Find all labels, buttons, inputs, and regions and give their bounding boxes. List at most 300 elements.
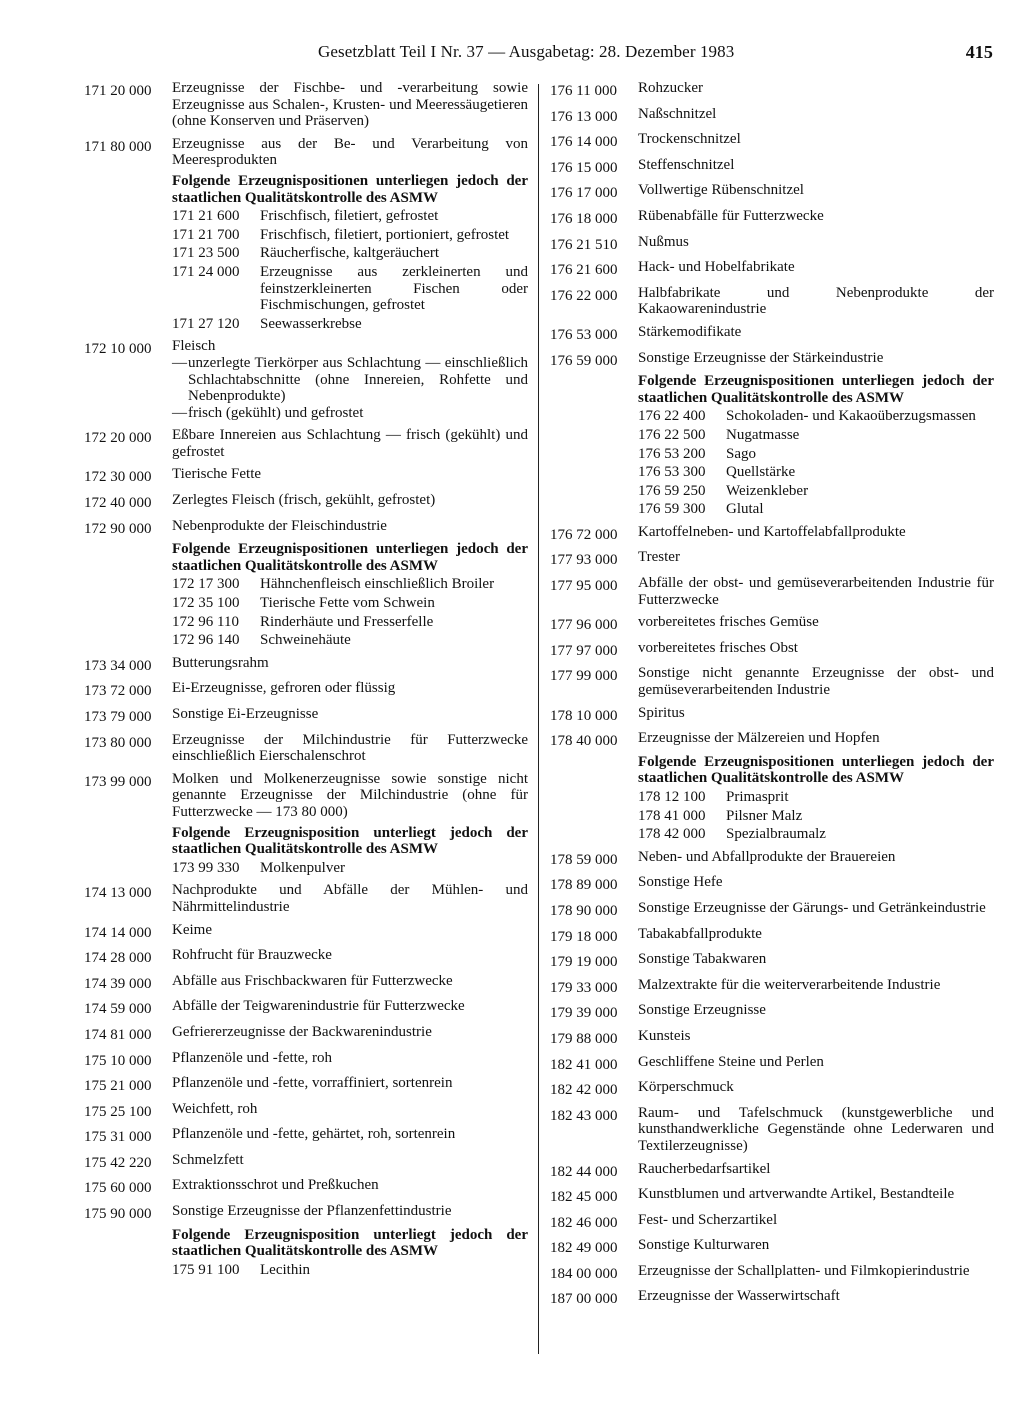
dash-mark: — [172,404,187,421]
list-item [84,947,528,967]
item-code: 174 39 000 [84,975,152,992]
item-description: Trester [638,549,680,566]
list-item [550,234,994,254]
item-code: 172 20 000 [84,430,152,447]
list-item [550,549,994,569]
item-description: Erzeugnisse der Mälzereien und Hopfen [638,730,880,747]
item-code: 176 22 000 [550,287,618,304]
item-text [172,947,528,967]
quality-control-block [638,754,994,843]
item-text [172,655,528,675]
item-code: 175 31 000 [84,1129,152,1146]
item-text [172,518,528,538]
item-description: Schmelzfett [172,1151,244,1168]
item-code: 182 45 000 [550,1189,618,1206]
item-text [638,575,994,608]
item-description: Trockenschnitzel [638,131,741,148]
item-description: Sonstige Erzeugnisse der Stärkeindustrie [638,349,884,366]
item-text [638,614,994,634]
item-description: Nachprodukte und Abfälle der Mühlen- und Nährmittelindustrie [172,882,528,915]
list-item [550,1079,994,1099]
list-item [84,492,528,512]
item-text [172,1203,528,1223]
list-item [550,324,994,344]
sub-item [638,826,994,843]
item-text [638,874,994,894]
item-text [638,524,994,544]
list-item [84,80,528,130]
dash-text: unzerlegte Tierkörper aus Schlachtung — einschließlich Schlachtabschnitte (ohne Innereien, Rohfette und Nebenprodukte) [188,354,528,405]
list-item [84,973,528,993]
block-title: Folgende Erzeugnispositionen unterliegen jedoch der staatlichen Qualitätskontrolle des ASMW [172,541,528,574]
dash-item [172,355,528,405]
list-item [84,882,528,915]
quality-control-block [172,173,528,332]
item-text [172,1101,528,1121]
item-description: Malzextrakte für die weiterverarbeitende Industrie [638,976,941,993]
item-description: Abfälle der Teigwarenindustrie für Futterzwecke [172,998,465,1015]
item-code: 179 33 000 [550,979,618,996]
item-text [638,285,994,318]
sub-item [638,501,994,518]
item-text [638,1212,994,1232]
item-text [638,259,994,279]
item-text [172,973,528,993]
item-code: 176 17 000 [550,185,618,202]
item-description: Naßschnitzel [638,105,717,122]
item-description: Fest- und Scherzartikel [638,1211,778,1228]
sub-item-code: 175 91 100 [172,1261,240,1278]
list-item [84,732,528,765]
item-code: 179 39 000 [550,1005,618,1022]
item-description: Pflanzenöle und -fette, vorraffiniert, sortenrein [172,1075,453,1092]
item-code: 172 90 000 [84,520,152,537]
item-description: Abfälle aus Frischbackwaren für Futterzwecke [172,972,453,989]
list-item [84,998,528,1018]
sub-item-text: Räucherfische, kaltgeräuchert [260,245,440,262]
item-text [172,771,528,821]
block-title: Folgende Erzeugnispositionen unterliegen jedoch der staatlichen Qualitätskontrolle des ASMW [638,753,994,787]
item-text [638,900,994,920]
item-description: Sonstige Kulturwaren [638,1237,770,1254]
list-item [550,977,994,997]
item-text [172,1152,528,1172]
item-code: 173 80 000 [84,734,152,751]
sub-item-code: 176 22 400 [638,408,706,425]
sub-item-text: Molkenpulver [260,859,345,876]
item-description: Molken und Molkenerzeugnisse sowie sonstige nicht genannte Erzeugnisse der Milchindustrie (ohne für Futterzwecke — 173 80 000) [172,770,528,820]
list-item [550,1186,994,1206]
list-item [84,1152,528,1172]
list-item [84,1075,528,1095]
item-description: Geschliffene Steine und Perlen [638,1053,824,1070]
sub-item [638,808,994,825]
sub-item-code: 178 41 000 [638,807,706,824]
sub-item-code: 172 96 110 [172,613,239,630]
sub-item-code: 176 22 500 [638,426,706,443]
item-code: 173 99 000 [84,773,152,790]
list-item [84,1126,528,1146]
list-item [550,951,994,971]
item-description: Kartoffelneben- und Kartoffelabfallprodukte [638,523,906,540]
item-code: 179 18 000 [550,928,618,945]
item-description: Abfälle der obst- und gemüseverarbeitenden Industrie für Futterzwecke [638,575,994,608]
sub-item [172,576,528,593]
item-code: 172 30 000 [84,469,152,486]
item-description: Raum- und Tafelschmuck (kunstgewerbliche und kunsthandwerkliche Gegenstände ohne Lederwaren und Textilerzeugnisse) [638,1104,994,1154]
item-text [172,492,528,512]
column-divider [538,84,539,1354]
right-column [550,80,994,1308]
sub-item [638,427,994,444]
sub-item-text: Seewasserkrebse [260,315,362,332]
item-code: 177 93 000 [550,552,618,569]
item-text [172,1126,528,1146]
block-title: Folgende Erzeugnisposition unterliegt jedoch der staatlichen Qualitätskontrolle des ASMW [172,824,528,858]
item-code: 176 18 000 [550,210,618,227]
left-column [84,80,528,1278]
item-description: Sonstige Ei-Erzeugnisse [172,706,319,722]
sub-item-text: Primasprit [726,789,789,805]
item-code: 176 15 000 [550,159,618,176]
item-description: Halbfabrikate und Nebenprodukte der Kakaowarenindustrie [638,284,994,318]
item-text [172,1024,528,1044]
item-code: 174 28 000 [84,950,152,967]
item-code: 187 00 000 [550,1291,618,1308]
item-description: Rohzucker [638,80,703,96]
item-text [638,324,994,344]
item-text [638,640,994,660]
item-description: Sonstige Hefe [638,874,723,891]
item-code: 182 49 000 [550,1240,618,1257]
sub-item [172,614,528,631]
sub-item-code: 171 21 700 [172,226,240,243]
item-code: 173 34 000 [84,657,152,674]
sub-item [172,632,528,649]
item-text [638,1105,994,1155]
item-description: vorbereitetes frisches Obst [638,639,798,656]
item-description: Körperschmuck [638,1079,734,1096]
item-text [638,1288,994,1308]
sub-item-text: Schweinehäute [260,632,351,649]
list-item [84,655,528,675]
item-text [638,208,994,228]
quality-control-block [172,825,528,877]
item-code: 177 99 000 [550,668,618,685]
sub-item [638,789,994,806]
list-item [550,900,994,920]
item-text [638,157,994,177]
item-text [638,730,994,750]
item-text [638,131,994,151]
item-text [638,977,994,997]
item-description: Rübenabfälle für Futterzwecke [638,207,824,224]
block-title: Folgende Erzeugnispositionen unterliegen jedoch der staatlichen Qualitätskontrolle des ASMW [638,373,994,406]
block-title: Folgende Erzeugnisposition unterliegt jedoch der staatlichen Qualitätskontrolle des ASMW [172,1226,528,1260]
sub-item-text: Schokoladen- und Kakaoüberzugsmassen [726,408,976,425]
item-code: 174 14 000 [84,924,152,941]
sub-item-text: Frischfisch, filetiert, gefrostet [260,208,439,225]
item-code: 176 21 600 [550,262,618,279]
sub-item [172,245,528,262]
item-text [172,338,528,421]
item-description: Vollwertige Rübenschnitzel [638,182,804,199]
item-description: vorbereitetes frisches Gemüse [638,614,819,631]
list-item [550,1212,994,1232]
item-text [638,951,994,971]
sub-item-code: 176 53 300 [638,464,706,481]
sub-item-text: Pilsner Malz [726,807,803,824]
list-item [84,427,528,460]
item-description: Pflanzenöle und -fette, roh [172,1049,332,1066]
item-code: 176 21 510 [550,236,618,253]
sub-item-text: Lecithin [260,1261,310,1278]
list-item [84,1177,528,1197]
item-code: 176 14 000 [550,134,618,151]
item-code: 182 44 000 [550,1163,618,1180]
item-description: Eßbare Innereien aus Schlachtung — frisch (gekühlt) und gefrostet [172,427,528,460]
item-code: 179 88 000 [550,1030,618,1047]
sub-item-text: Spezialbraumalz [726,826,826,843]
sub-item-text: Rinderhäute und Fresserfelle [260,613,434,630]
list-item [550,350,994,370]
list-item [84,771,528,821]
item-code: 178 90 000 [550,902,618,919]
quality-control-block [172,1227,528,1279]
sub-item-text: Frischfisch, filetiert, portioniert, gefrostet [260,226,510,243]
list-item [550,524,994,544]
block-title: Folgende Erzeugnispositionen unterliegen jedoch der staatlichen Qualitätskontrolle des ASMW [172,172,528,206]
item-code: 178 89 000 [550,877,618,894]
sub-item-text: Nugatmasse [726,426,800,443]
item-code: 171 80 000 [84,138,152,155]
item-code: 182 43 000 [550,1107,618,1124]
item-text [638,1054,994,1074]
item-description: Sonstige nicht genannte Erzeugnisse der obst- und gemüseverarbeitenden Industrie [638,665,994,699]
sub-item-code: 176 59 250 [638,482,706,499]
sub-item [638,464,994,481]
sub-item [172,316,528,333]
item-text [638,1263,994,1283]
sub-item-code: 172 96 140 [172,632,240,649]
item-text [172,427,528,460]
item-description: Erzeugnisse aus der Be- und Verarbeitung von Meeresprodukten [172,135,528,169]
item-description: Rohfrucht für Brauzwecke [172,947,332,964]
sub-item-text: Glutal [726,501,764,518]
item-text [638,1028,994,1048]
item-description: Ei-Erzeugnisse, gefroren oder flüssig [172,680,396,697]
list-item [550,926,994,946]
list-item [84,1050,528,1070]
list-item [84,518,528,538]
list-item [550,1237,994,1257]
item-description: Tierische Fette [172,466,262,483]
item-text [172,1177,528,1197]
list-item [550,1028,994,1048]
item-code: 173 79 000 [84,709,152,725]
item-description: Raucherbedarfsartikel [638,1160,771,1177]
item-text [638,926,994,946]
page-header [318,42,993,62]
list-item [550,640,994,660]
item-description: Sonstige Erzeugnisse der Pflanzenfettindustrie [172,1203,452,1220]
item-text [638,106,994,126]
item-code: 182 46 000 [550,1214,618,1231]
item-code: 174 13 000 [84,885,152,902]
item-text [172,998,528,1018]
sub-item [638,408,994,425]
item-text [638,182,994,202]
item-description: Spiritus [638,704,685,721]
quality-control-block [638,373,994,518]
list-item [84,680,528,700]
list-item [550,1288,994,1308]
list-item [550,1161,994,1181]
sub-item-code: 171 24 000 [172,263,240,280]
list-item [550,1054,994,1074]
sub-item-code: 172 17 300 [172,576,240,593]
item-text [638,80,994,100]
item-text [638,1161,994,1181]
item-code: 176 13 000 [550,108,618,125]
item-description: Pflanzenöle und -fette, gehärtet, roh, sortenrein [172,1126,456,1143]
dash-item [172,405,528,422]
item-description: Neben- und Abfallprodukte der Brauereien [638,848,896,865]
item-code: 175 60 000 [84,1180,152,1197]
list-item [550,131,994,151]
list-item [550,705,994,725]
list-item [550,575,994,608]
item-description: Weichfett, roh [172,1100,258,1117]
list-item [550,730,994,750]
page-number: 415 [965,42,993,62]
item-text [172,466,528,486]
item-code: 182 41 000 [550,1056,618,1073]
item-code: 172 40 000 [84,495,152,512]
item-text [638,705,994,725]
item-code: 176 59 000 [550,352,618,369]
item-text [638,1237,994,1257]
sub-item [172,227,528,244]
item-code: 184 00 000 [550,1265,618,1282]
sub-item-code: 178 42 000 [638,826,706,843]
list-item [550,182,994,202]
item-description: Extraktionsschrot und Preßkuchen [172,1177,379,1194]
item-description: Erzeugnisse der Fischbe- und -verarbeitung sowie Erzeugnisse aus Schalen-, Krusten- und Meeressäugetieren (ohne Konserven und Präserven) [172,80,528,130]
sub-item [172,264,528,314]
item-code: 178 10 000 [550,707,618,724]
item-text [172,1050,528,1070]
item-description: Tabakabfallprodukte [638,925,762,942]
list-item [550,106,994,126]
item-description: Butterungsrahm [172,654,269,671]
list-item [550,614,994,634]
list-item [550,80,994,100]
item-text [172,732,528,765]
item-code: 175 42 220 [84,1154,152,1171]
item-description: Nebenprodukte der Fleischindustrie [172,517,387,534]
item-code: 171 20 000 [84,83,152,99]
item-description: Erzeugnisse der Wasserwirtschaft [638,1288,840,1305]
list-item [550,665,994,698]
item-code: 177 96 000 [550,617,618,634]
item-code: 175 10 000 [84,1052,152,1069]
list-item [550,259,994,279]
list-item [550,849,994,869]
list-item [550,285,994,318]
sub-item-text: Tierische Fette vom Schwein [260,595,435,612]
list-item [550,208,994,228]
sub-item-code: 176 59 300 [638,501,706,518]
item-text [638,350,994,370]
item-code: 174 59 000 [84,1001,152,1018]
sub-item [172,860,528,877]
item-description: Sonstige Erzeugnisse [638,1002,766,1019]
list-item [550,1105,994,1155]
header-title: Gesetzblatt Teil I Nr. 37 — Ausgabetag: 28. Dezember 1983 [318,42,735,61]
list-item [550,1002,994,1022]
item-text [172,680,528,700]
item-description: Kunsteis [638,1027,691,1044]
sub-item-code: 172 35 100 [172,595,240,612]
item-text [172,882,528,915]
item-code: 178 40 000 [550,733,618,750]
sub-item-code: 176 53 200 [638,445,706,462]
item-text [638,665,994,698]
item-code: 175 25 100 [84,1103,152,1120]
item-code: 175 90 000 [84,1206,152,1223]
item-code: 177 95 000 [550,578,618,595]
item-code: 175 21 000 [84,1078,152,1095]
item-text [172,80,528,130]
item-description: Fleisch [172,338,216,355]
item-description: Gefriererzeugnisse der Backwarenindustrie [172,1023,432,1040]
item-code: 173 72 000 [84,683,152,700]
item-code: 177 97 000 [550,642,618,659]
sub-item-code: 171 21 600 [172,208,240,225]
list-item [84,1024,528,1044]
item-code: 179 19 000 [550,954,618,971]
item-code: 174 81 000 [84,1026,152,1043]
sub-item [638,483,994,500]
sub-item [172,1262,528,1279]
item-text [638,1186,994,1206]
item-text [172,1075,528,1095]
sub-item-code: 178 12 100 [638,789,706,805]
item-description: Stärkemodifikate [638,323,742,340]
sub-item-text: Sago [726,445,756,462]
list-item [550,157,994,177]
list-item [550,874,994,894]
sub-item-text: Erzeugnisse aus zerkleinerten und feinstzerkleinerten Fischen oder Fischmischungen, gefrostet [260,263,528,314]
sub-item-text: Weizenkleber [726,482,809,499]
item-description: Zerlegtes Fleisch (frisch, gekühlt, gefrostet) [172,492,436,509]
item-text [638,1079,994,1099]
list-item [84,136,528,169]
item-text [172,922,528,942]
item-code: 182 42 000 [550,1082,618,1099]
sub-item-code: 173 99 330 [172,859,240,876]
item-text [638,849,994,869]
item-description: Steffenschnitzel [638,156,735,173]
item-description: Kunstblumen und artverwandte Artikel, Bestandteile [638,1186,955,1203]
item-description: Sonstige Tabakwaren [638,951,767,968]
quality-control-block [172,541,528,649]
sub-item-text: Quellstärke [726,464,796,481]
item-text [638,234,994,254]
item-description: Erzeugnisse der Schallplatten- und Filmkopierindustrie [638,1262,970,1279]
list-item [84,338,528,421]
